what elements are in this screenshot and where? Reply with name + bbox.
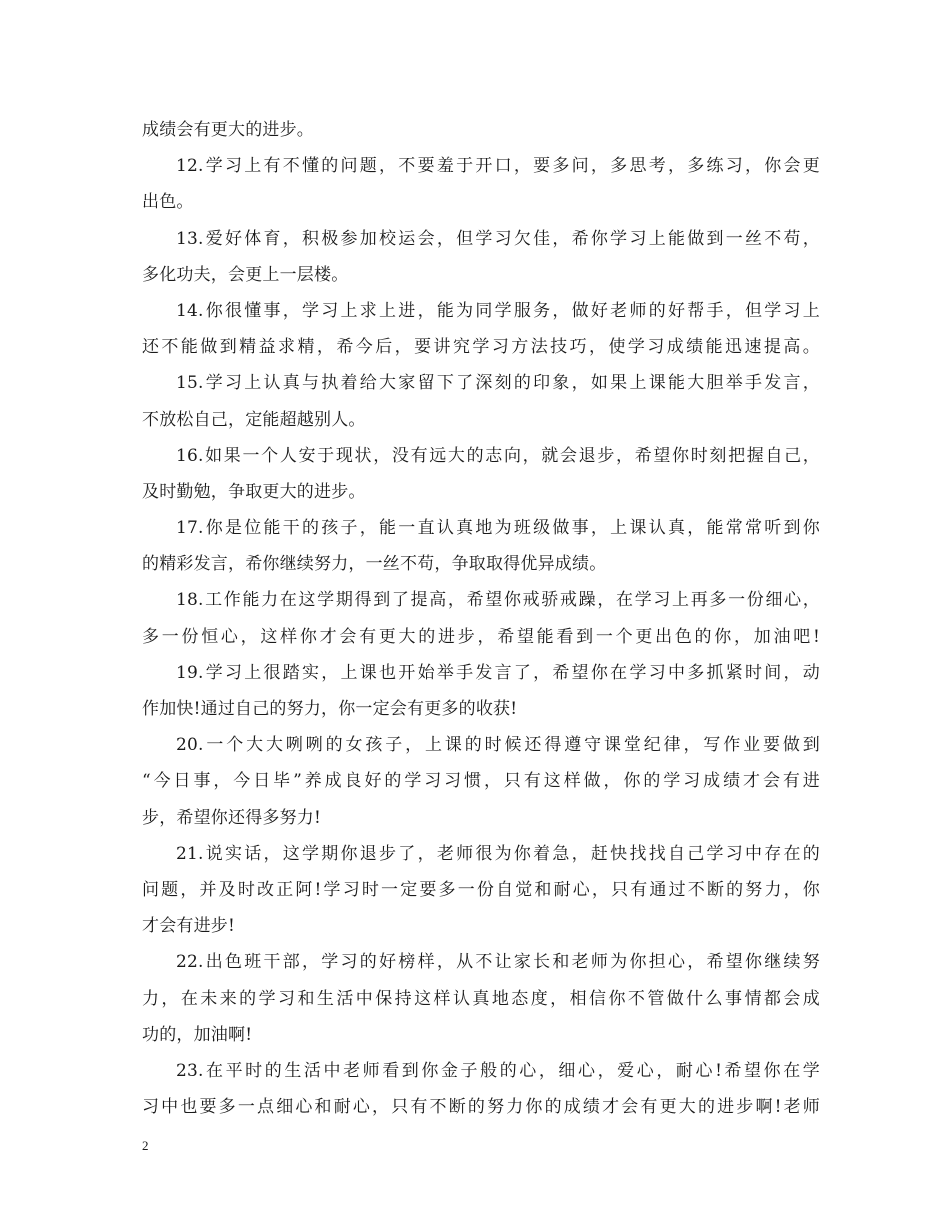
text-line: 出色。 <box>142 192 194 213</box>
text-line: 问题，并及时改正阿!学习时一定要多一份自觉和耐心，只有通过不断的努力，你 <box>142 879 820 900</box>
text-line: 步，希望你还得多努力! <box>142 807 322 828</box>
text-line: 作加快!通过自己的努力，你一定会有更多的收获! <box>142 699 518 719</box>
text-line: 13.爱好体育，积极参加校运会，但学习欠佳，希你学习上能做到一丝不苟， <box>176 228 820 249</box>
text-line: 21.说实话，这学期你退步了，老师很为你着急，赶快找找自己学习中存在的 <box>176 843 820 864</box>
text-line: 功的，加油啊! <box>142 1024 253 1045</box>
text-line: 成绩会有更大的进步。 <box>142 120 314 140</box>
text-line: 的精彩发言，希你继续努力，一丝不苟，争取取得优异成绩。 <box>142 554 607 575</box>
text-line: 才会有进步! <box>142 916 236 937</box>
text-line: 22.出色班干部，学习的好榜样，从不让家长和老师为你担心，希望你继续努 <box>176 952 820 973</box>
text-line: 23.在平时的生活中老师看到你金子般的心，细心，爱心，耐心!希望你在学 <box>176 1060 820 1081</box>
text-line: 还不能做到精益求精，希今后，要讲究学习方法技巧，使学习成绩能迅速提高。 <box>142 337 820 358</box>
text-line: 12.学习上有不懂的问题，不要羞于开口，要多问，多思考，多练习，你会更 <box>176 156 820 177</box>
text-line: 14.你很懂事，学习上求上进，能为同学服务，做好老师的好帮手，但学习上 <box>176 300 820 321</box>
text-line: 多一份恒心，这样你才会有更大的进步，希望能看到一个更出色的你，加油吧! <box>142 626 820 647</box>
text-line: 15.学习上认真与执着给大家留下了深刻的印象，如果上课能大胆举手发言， <box>176 373 820 394</box>
document-body <box>142 112 820 1125</box>
text-line: 多化功夫，会更上一层楼。 <box>142 264 349 285</box>
text-line: 不放松自己，定能超越别人。 <box>142 409 366 430</box>
text-line: 19.学习上很踏实，上课也开始举手发言了，希望你在学习中多抓紧时间，动 <box>176 662 820 683</box>
text-line: 20.一个大大咧咧的女孩子，上课的时候还得遵守课堂纪律，写作业要做到 <box>176 735 820 756</box>
text-line: 16.如果一个人安于现状，没有远大的志向，就会退步，希望你时刻把握自己， <box>176 445 820 466</box>
page-number: 2 <box>142 1138 149 1153</box>
text-line: 力，在未来的学习和生活中保持这样认真地态度，相信你不管做什么事情都会成 <box>142 988 820 1009</box>
text-line: 18.工作能力在这学期得到了提高，希望你戒骄戒躁，在学习上再多一份细心， <box>176 590 820 611</box>
text-line: 17.你是位能干的孩子，能一直认真地为班级做事，上课认真，能常常听到你 <box>176 518 820 539</box>
text-line: 及时勤勉，争取更大的进步。 <box>142 481 366 502</box>
text-line: “今日事，今日毕”养成良好的学习习惯，只有这样做，你的学习成绩才会有进 <box>142 771 820 792</box>
text-line: 习中也要多一点细心和耐心，只有不断的努力你的成绩才会有更大的进步啊!老师 <box>142 1097 820 1118</box>
